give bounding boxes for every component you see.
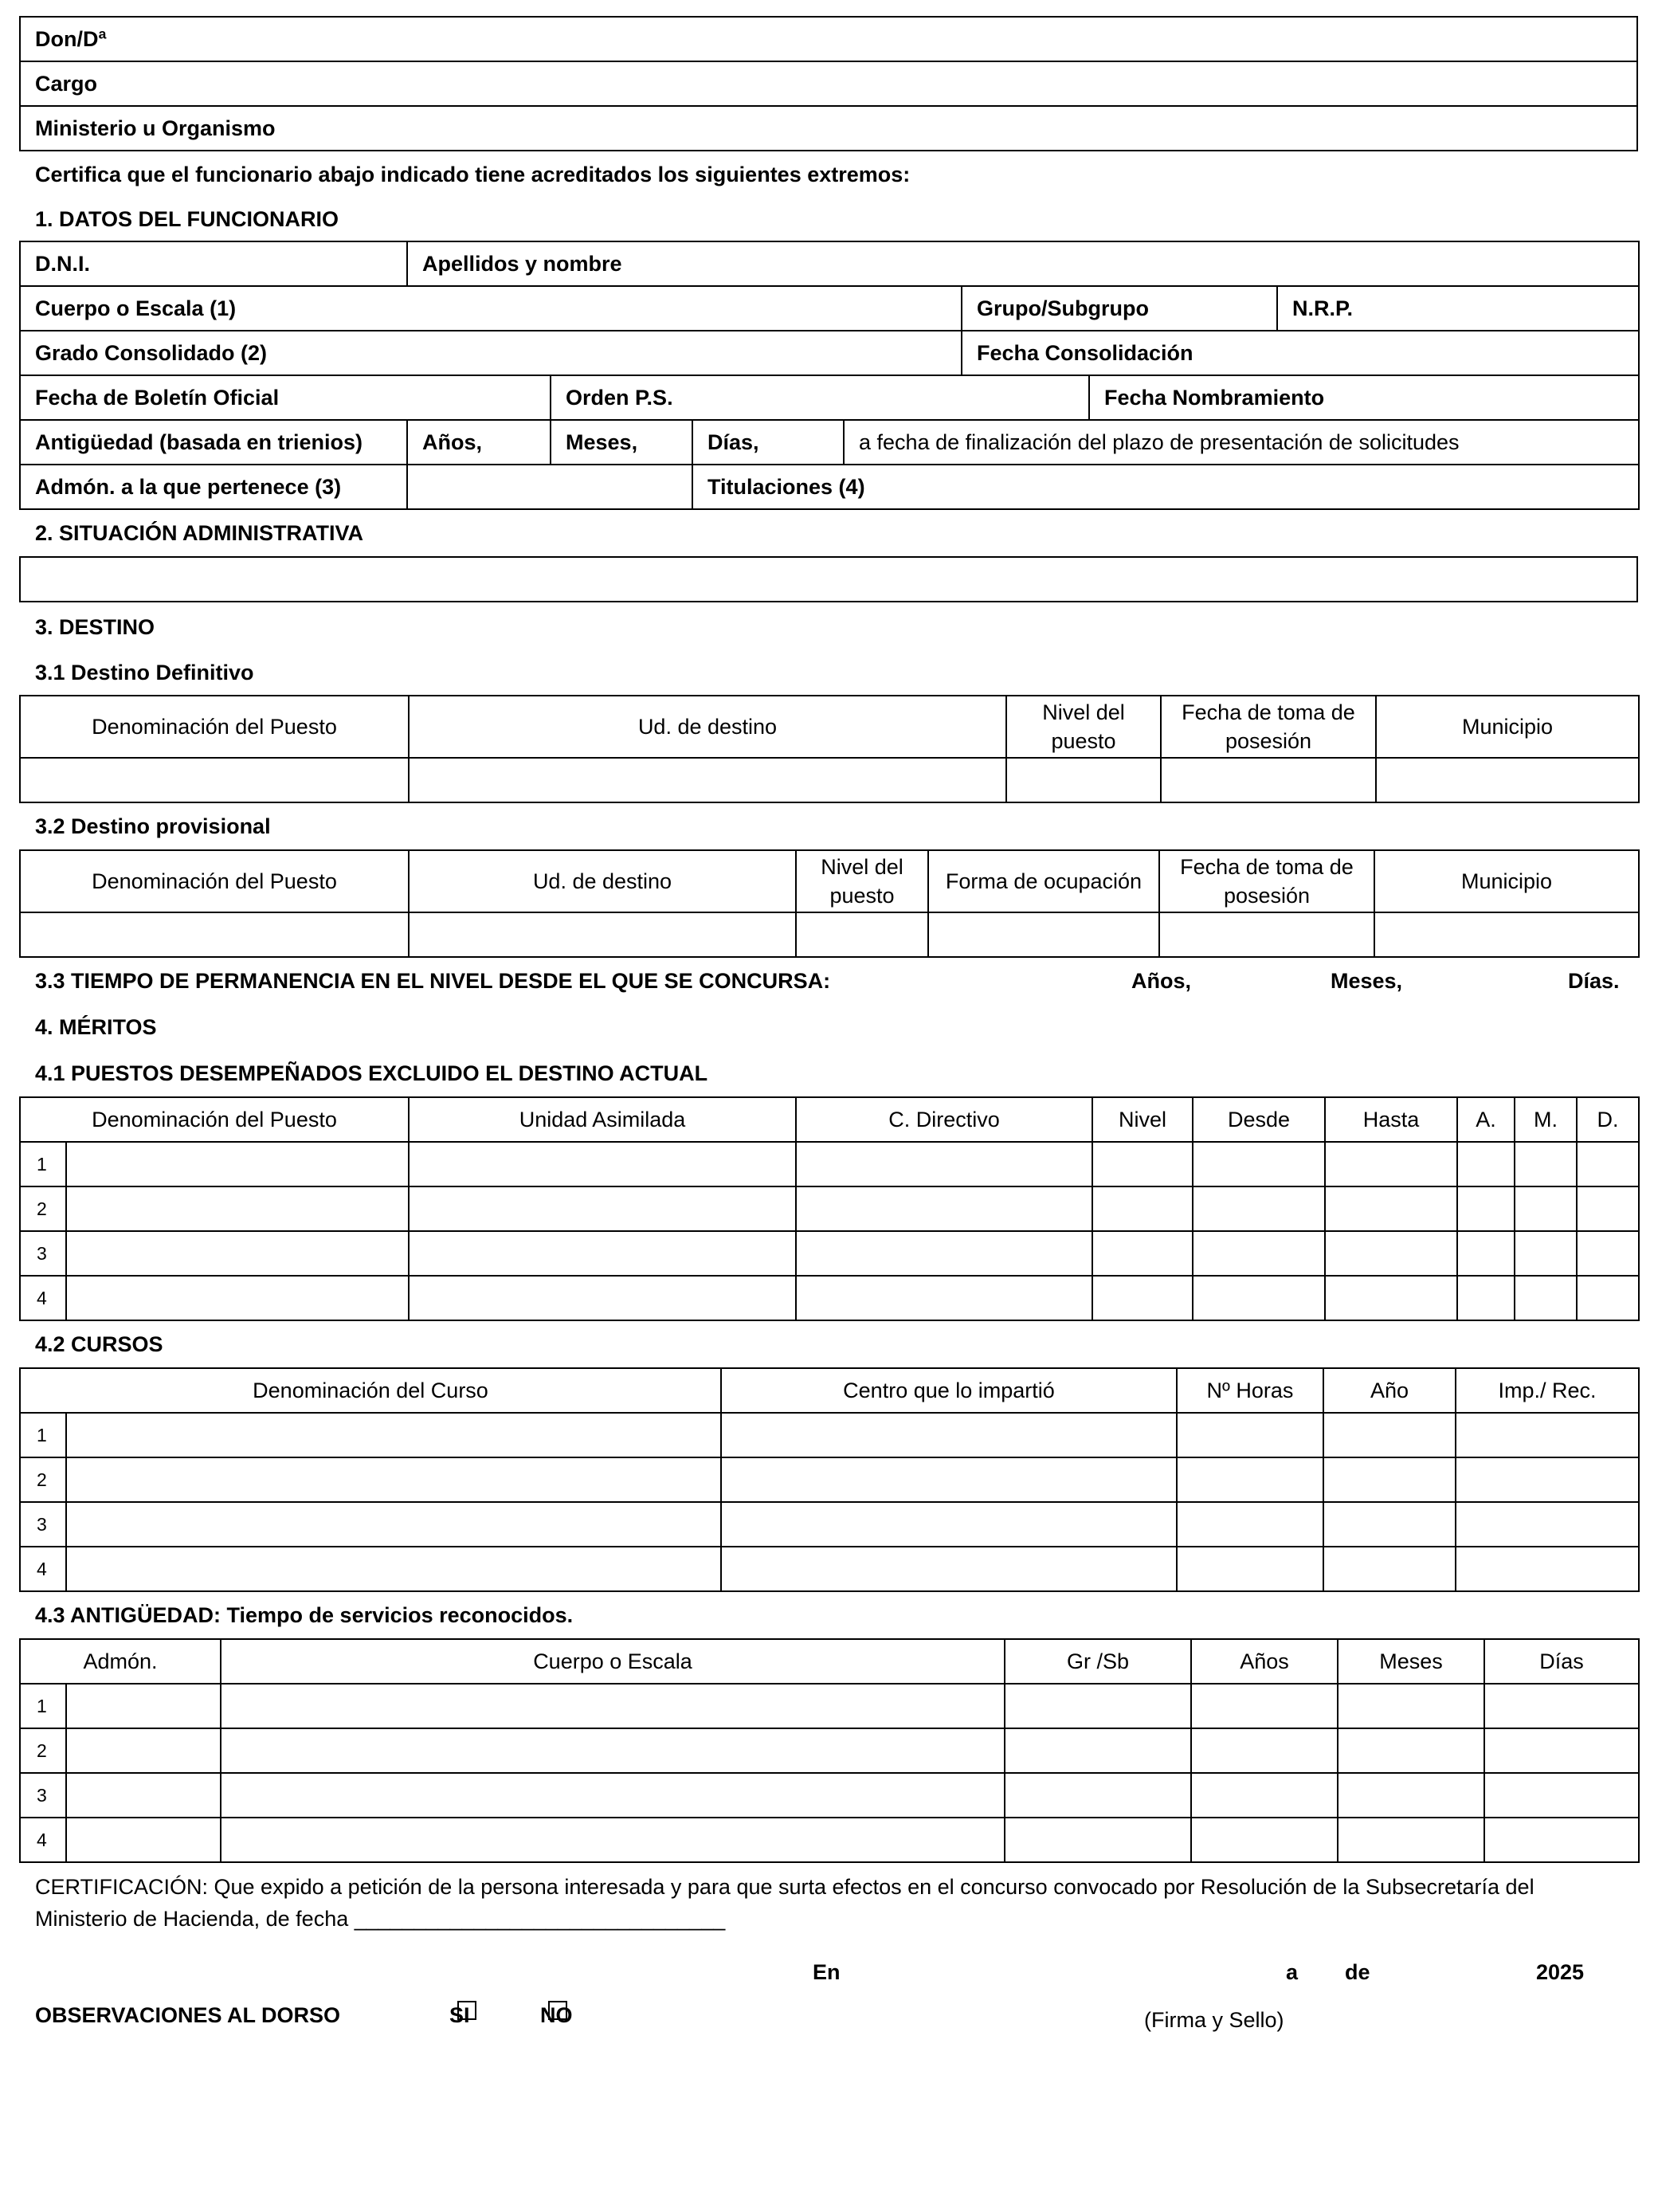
d32-cell[interactable] [928,912,1159,957]
fecha-boletin-label: Fecha de Boletín Oficial [35,385,280,410]
don-label: Don/Dª [35,26,107,51]
nrp-label: N.R.P. [1292,296,1354,320]
p42-cell[interactable] [721,1502,1177,1547]
p42-cell[interactable] [66,1457,721,1502]
p41-cell[interactable] [1515,1186,1577,1231]
p43-cell[interactable] [1484,1728,1639,1773]
permanencia-row [19,958,1638,1004]
p42-cell[interactable] [1323,1547,1456,1591]
d32-col-nivel: Nivel del puesto [796,850,928,912]
row-number: 1 [20,1142,66,1186]
meses-field[interactable] [551,420,692,465]
p42-cell[interactable] [1177,1413,1323,1457]
datos-funcionario-table [19,241,1640,376]
p43-cell[interactable] [1005,1684,1191,1728]
d32-cell[interactable] [1374,912,1639,957]
ministerio-label: Ministerio u Organismo [35,116,276,140]
no-label: NO [540,2003,573,2027]
cursos-table [19,1367,1640,1592]
section-1-title: 1. DATOS DEL FUNCIONARIO [35,206,339,231]
section-43-title: 4.3 ANTIGÜEDAD: Tiempo de servicios reconocidos. [35,1602,574,1627]
p41-cell[interactable] [66,1142,409,1186]
d31-cell[interactable] [20,758,409,802]
p42-cell[interactable] [1456,1547,1639,1591]
d31-col-ud-destino: Ud. de destino [409,696,1006,758]
p41-cell[interactable] [1092,1186,1193,1231]
p42-cell[interactable] [1323,1502,1456,1547]
section-31-title: 3.1 Destino Definitivo [35,660,254,684]
p41-cell[interactable] [796,1276,1092,1320]
dias-field[interactable] [692,420,844,465]
p43-cell[interactable] [66,1684,221,1728]
p41-cell[interactable] [1577,1276,1639,1320]
row-number: 4 [20,1276,66,1320]
row-number: 3 [20,1231,66,1276]
apellidos-label: Apellidos y nombre [422,251,622,276]
p43-cell[interactable] [221,1818,1005,1862]
antiguedad-label: Antigüedad (basada en trienios) [35,429,363,454]
d32-cell[interactable] [409,912,796,957]
cargo-field[interactable] [20,61,1637,106]
p41-cell[interactable] [1457,1276,1515,1320]
situacion-table [19,556,1638,602]
p43-col-admon: Admón. [20,1639,221,1684]
d32-col-denominacion: Denominación del Puesto [20,850,409,912]
orden-nombramiento-cell [551,375,1639,420]
antiguedad-table [19,1638,1640,1863]
p43-cell[interactable] [221,1728,1005,1773]
cuerpo-field[interactable] [20,286,962,331]
p41-cell[interactable] [1193,1142,1325,1186]
p41-cell[interactable] [1515,1142,1577,1186]
d32-col-fecha: Fecha de toma de posesión [1159,850,1374,912]
fecha-boletin-field[interactable] [20,375,551,420]
p41-cell[interactable] [409,1142,796,1186]
p41-cell[interactable] [1325,1231,1457,1276]
grado-label: Grado Consolidado (2) [35,340,268,365]
d31-col-municipio: Municipio [1376,696,1639,758]
row-number: 4 [20,1818,66,1862]
p41-cell[interactable] [1577,1186,1639,1231]
p42-cell[interactable] [1323,1413,1456,1457]
section-41-title: 4.1 PUESTOS DESEMPEÑADOS EXCLUIDO EL DESTINO ACTUAL [35,1061,708,1085]
p41-cell[interactable] [796,1186,1092,1231]
d32-col-forma: Forma de ocupación [928,850,1159,912]
cuerpo-label: Cuerpo o Escala (1) [35,296,237,320]
situacion-input[interactable] [20,557,1637,602]
titulaciones-field[interactable] [692,465,1639,509]
p41-col-a: A. [1457,1097,1515,1142]
no-checkbox-icon[interactable] [548,2001,567,2020]
section-32-title: 3.2 Destino provisional [35,814,271,838]
fecha-consolidacion-label: Fecha Consolidación [977,340,1193,365]
table-row [20,1684,1639,1728]
orden-field[interactable] [551,376,1090,419]
section-42-title: 4.2 CURSOS [35,1332,163,1356]
row-number: 2 [20,1457,66,1502]
destino-definitivo-table [19,695,1640,803]
d32-cell[interactable] [20,912,409,957]
section-2-title: 2. SITUACIÓN ADMINISTRATIVA [35,520,364,545]
admon-label-cell [20,465,407,509]
d31-cell[interactable] [409,758,1006,802]
destino-provisional-table [19,849,1640,958]
p41-cell[interactable] [1325,1186,1457,1231]
p41-cell[interactable] [1193,1276,1325,1320]
p43-cell[interactable] [221,1773,1005,1818]
d31-col-denominacion: Denominación del Puesto [20,696,409,758]
cargo-label: Cargo [35,71,98,96]
d32-col-municipio: Municipio [1374,850,1639,912]
a-fecha-text [844,420,1639,465]
a-label: a [1286,1960,1299,1984]
p42-cell[interactable] [721,1413,1177,1457]
p41-cell[interactable] [1457,1186,1515,1231]
p42-cell[interactable] [66,1502,721,1547]
p41-cell[interactable] [1457,1231,1515,1276]
p42-cell[interactable] [1177,1502,1323,1547]
d31-cell[interactable] [1161,758,1376,802]
table-row [20,1547,1639,1591]
row-number: 4 [20,1547,66,1591]
p41-cell[interactable] [1577,1231,1639,1276]
p42-col-horas: Nº Horas [1177,1368,1323,1413]
p42-cell[interactable] [1456,1502,1639,1547]
orden-label: Orden P.S. [566,385,673,410]
p41-col-d: D. [1577,1097,1639,1142]
p41-cell[interactable] [1457,1142,1515,1186]
d31-col-fecha: Fecha de toma de posesión [1161,696,1376,758]
permanencia-anos: Años, [1131,969,1192,993]
admon-input[interactable] [407,465,692,509]
p43-cell[interactable] [1191,1773,1338,1818]
p43-col-meses: Meses [1338,1639,1484,1684]
p42-cell[interactable] [1456,1413,1639,1457]
section-4-title: 4. MÉRITOS [35,1014,157,1039]
dni-label: D.N.I. [35,251,91,276]
meses-label: Meses, [566,429,638,454]
apellidos-field[interactable] [407,241,1639,286]
p41-cell[interactable] [409,1231,796,1276]
observaciones-label: OBSERVACIONES AL DORSO [35,2003,341,2027]
p41-cell[interactable] [1325,1142,1457,1186]
admon-label: Admón. a la que pertenece (3) [35,474,342,499]
row-number: 3 [20,1502,66,1547]
p42-col-centro: Centro que lo impartió [721,1368,1177,1413]
header-table [19,16,1638,151]
p41-col-hasta: Hasta [1325,1097,1457,1142]
section-3-title: 3. DESTINO [35,614,155,639]
p41-cell[interactable] [1092,1142,1193,1186]
table-row [20,1728,1639,1773]
p43-cell[interactable] [1338,1684,1484,1728]
p43-cell[interactable] [1484,1818,1639,1862]
p41-cell[interactable] [66,1276,409,1320]
d32-cell[interactable] [796,912,928,957]
year-label: 2025 [1536,1960,1585,1984]
p42-cell[interactable] [721,1547,1177,1591]
p43-cell[interactable] [221,1684,1005,1728]
p41-cell[interactable] [1325,1276,1457,1320]
puestos-table [19,1096,1640,1321]
d31-cell[interactable] [1376,758,1639,802]
permanencia-dias: Días. [1568,969,1620,993]
fecha-nombramiento-field[interactable] [1090,376,1638,419]
p42-col-ano: Año [1323,1368,1456,1413]
p41-col-denominacion: Denominación del Puesto [20,1097,409,1142]
p41-cell[interactable] [1092,1231,1193,1276]
p43-cell[interactable] [66,1818,221,1862]
p43-cell[interactable] [1005,1818,1191,1862]
anos-label: Años, [422,429,483,454]
table-row [20,1276,1639,1320]
certificate-form [19,16,1638,2046]
p41-cell[interactable] [66,1231,409,1276]
p41-col-directivo: C. Directivo [796,1097,1092,1142]
p43-cell[interactable] [1484,1773,1639,1818]
p41-cell[interactable] [66,1186,409,1231]
p41-cell[interactable] [796,1142,1092,1186]
d32-cell[interactable] [1159,912,1374,957]
table-row [20,1818,1639,1862]
table-row [20,1502,1639,1547]
p43-cell[interactable] [1005,1773,1191,1818]
row-number: 3 [20,1773,66,1818]
p43-cell[interactable] [66,1728,221,1773]
de-label: de [1345,1960,1370,1984]
permanencia-meses: Meses, [1331,969,1403,993]
dias-label: Días, [707,429,759,454]
antiguedad-field [20,420,407,465]
firma-sello-label: (Firma y Sello) [1144,2008,1284,2032]
ministerio-field[interactable] [20,106,1637,151]
p41-cell[interactable] [1092,1276,1193,1320]
p43-cell[interactable] [1338,1818,1484,1862]
en-label: En [813,1960,841,1984]
fecha-nombramiento-label: Fecha Nombramiento [1104,385,1325,410]
p43-cell[interactable] [1338,1728,1484,1773]
grupo-field[interactable] [962,286,1277,331]
p41-cell[interactable] [409,1186,796,1231]
intro-text: Certifica que el funcionario abajo indicado tiene acreditados los siguientes extremos: [35,162,911,186]
table-row [20,1186,1639,1231]
p42-cell[interactable] [1323,1457,1456,1502]
table-row [20,1231,1639,1276]
p42-cell[interactable] [1177,1547,1323,1591]
p43-cell[interactable] [1005,1728,1191,1773]
fecha-consolidacion-field[interactable] [962,331,1639,375]
si-label: SI [449,2003,470,2027]
table-row [20,1142,1639,1186]
p43-col-anos: Años [1191,1639,1338,1684]
anos-field[interactable] [407,420,551,465]
p41-col-unidad: Unidad Asimilada [409,1097,796,1142]
nrp-field[interactable] [1277,286,1639,331]
row-number: 2 [20,1728,66,1773]
don-field[interactable] [20,17,1637,61]
signature-area [19,1935,1638,2046]
p41-cell[interactable] [1193,1186,1325,1231]
p43-col-grsb: Gr /Sb [1005,1639,1191,1684]
table-row [20,1413,1639,1457]
p41-cell[interactable] [409,1276,796,1320]
p42-cell[interactable] [721,1457,1177,1502]
p43-cell[interactable] [1191,1684,1338,1728]
a-fecha-label: a fecha de finalización del plazo de presentación de solicitudes [859,429,1460,454]
p41-cell[interactable] [1515,1231,1577,1276]
table-row [20,1457,1639,1502]
p41-col-nivel: Nivel [1092,1097,1193,1142]
p42-cell[interactable] [1177,1457,1323,1502]
titulaciones-label: Titulaciones (4) [707,474,865,499]
p42-col-imp: Imp./ Rec. [1456,1368,1639,1413]
certificacion-text: CERTIFICACIÓN: Que expido a petición de la persona interesada y para que surta efectos en el concurso convocado por Resolución de la Subsecretaría del Ministerio de Hacienda, de fecha _______________________________ [35,1875,1534,1931]
d31-cell[interactable] [1006,758,1161,802]
p43-col-dias: Días [1484,1639,1639,1684]
p43-cell[interactable] [66,1773,221,1818]
p41-cell[interactable] [1577,1142,1639,1186]
p43-cell[interactable] [1484,1684,1639,1728]
p42-cell[interactable] [66,1547,721,1591]
row-number: 1 [20,1684,66,1728]
table-row [20,1773,1639,1818]
row-number: 1 [20,1413,66,1457]
dni-field[interactable] [20,241,407,286]
d31-col-nivel: Nivel del puesto [1006,696,1161,758]
d32-col-ud-destino: Ud. de destino [409,850,796,912]
p41-cell[interactable] [796,1231,1092,1276]
p41-col-desde: Desde [1193,1097,1325,1142]
p43-col-cuerpo: Cuerpo o Escala [221,1639,1005,1684]
p41-col-m: M. [1515,1097,1577,1142]
p42-cell[interactable] [66,1413,721,1457]
permanencia-title: 3.3 TIEMPO DE PERMANENCIA EN EL NIVEL DESDE EL QUE SE CONCURSA: [35,969,831,993]
datos-funcionario-table-2 [19,375,1640,510]
p43-cell[interactable] [1191,1818,1338,1862]
grupo-label: Grupo/Subgrupo [977,296,1149,320]
grado-field[interactable] [20,331,962,375]
p42-cell[interactable] [1456,1457,1639,1502]
p41-cell[interactable] [1193,1231,1325,1276]
p43-cell[interactable] [1338,1773,1484,1818]
si-checkbox-icon[interactable] [457,2001,476,2020]
p41-cell[interactable] [1515,1276,1577,1320]
row-number: 2 [20,1186,66,1231]
p42-col-denominacion: Denominación del Curso [20,1368,721,1413]
p43-cell[interactable] [1191,1728,1338,1773]
